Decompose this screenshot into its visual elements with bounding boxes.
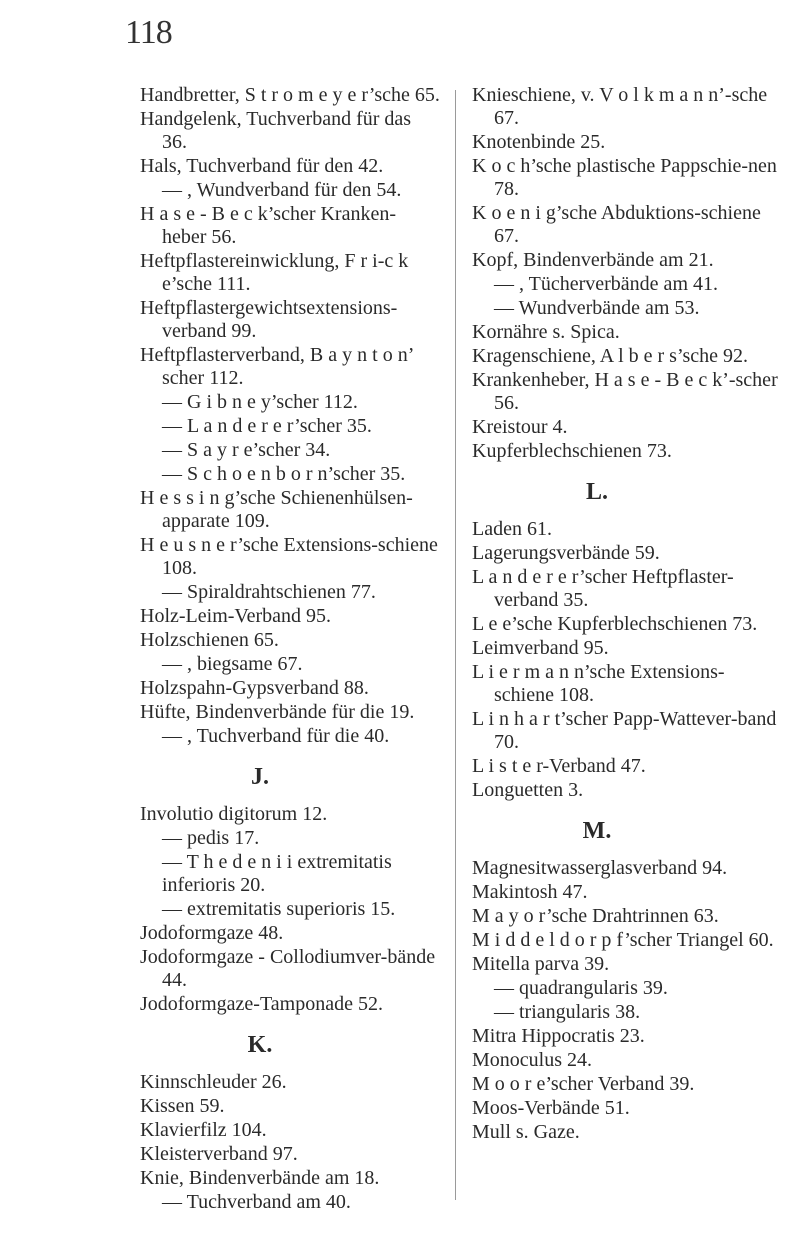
index-entry: Kreistour 4.	[472, 416, 568, 438]
index-entry: Hüfte, Bindenverbände für die 19.	[140, 701, 415, 723]
page-number: 118	[125, 14, 172, 51]
index-subentry: — , Tuchverband für die 40.	[162, 725, 390, 747]
index-entry: Mull s. Gaze.	[472, 1121, 580, 1143]
index-subentry: — G i b n e y’scher 112.	[162, 391, 358, 413]
index-entry: Kleisterverband 97.	[140, 1143, 298, 1165]
index-subentry: — Wundverbände am 53.	[494, 297, 700, 319]
index-subentry: — extremitatis superioris 15.	[162, 898, 396, 920]
index-entry: Mitella parva 39.	[472, 953, 610, 975]
index-entry: Kupferblechschienen 73.	[472, 440, 672, 462]
index-subentry: — triangularis 38.	[494, 1001, 641, 1023]
index-entry: Holz-Leim-Verband 95.	[140, 605, 332, 627]
index-entry: Kopf, Bindenverbände am 21.	[472, 249, 714, 271]
index-entry: Kinnschleuder 26.	[140, 1071, 287, 1093]
index-entry: Handbretter, S t r o m e y e r’sche 65.	[140, 84, 440, 106]
index-entry: L e e’sche Kupferblechschienen 73.	[472, 613, 758, 635]
index-entry: Jodoformgaze - Collodiumver-bände 44.	[140, 946, 436, 991]
index-subentry: — S c h o e n b o r n’scher 35.	[162, 463, 406, 485]
index-entry: M o o r e’scher Verband 39.	[472, 1073, 695, 1095]
index-column-right	[472, 84, 782, 1145]
index-entry: Knotenbinde 25.	[472, 131, 606, 153]
index-entry: Moos-Verbände 51.	[472, 1097, 630, 1119]
index-subentry: — quadrangularis 39.	[494, 977, 668, 999]
index-subentry: — Tuchverband am 40.	[162, 1191, 351, 1213]
index-entry: Magnesitwasserglasverband 94.	[472, 857, 728, 879]
index-subentry: — Spiraldrahtschienen 77.	[162, 581, 376, 603]
index-entry: L i e r m a n n’sche Extensions-schiene 108.	[472, 661, 725, 706]
index-subentry: — S a y r e’scher 34.	[162, 439, 331, 461]
index-entry: Kornähre s. Spica.	[472, 321, 620, 343]
index-entry: L i n h a r t’scher Papp-Wattever-band 70.	[472, 708, 777, 753]
index-entry: Kragenschiene, A l b e r s’sche 92.	[472, 345, 749, 367]
index-entry: Mitra Hippocratis 23.	[472, 1025, 645, 1047]
index-entry: K o e n i g’sche Abduktions-schiene 67.	[472, 202, 761, 247]
index-entry: Kissen 59.	[140, 1095, 225, 1117]
index-entry: H a s e - B e c k’scher Kranken-heber 56.	[140, 203, 397, 248]
index-entry: L i s t e r-Verband 47.	[472, 755, 646, 777]
section-letter: M.	[582, 818, 612, 844]
section-letter: L.	[585, 479, 608, 505]
index-entry: Leimverband 95.	[472, 637, 609, 659]
index-entry: Involutio digitorum 12.	[140, 803, 328, 825]
section-letter: J.	[251, 764, 269, 790]
index-entry: Heftpflastereinwicklung, F r i-c k e’sche 111.	[140, 250, 409, 295]
index-entry: Holzspahn-Gypsverband 88.	[140, 677, 369, 699]
index-subentry: — pedis 17.	[162, 827, 260, 849]
index-entry: Knie, Bindenverbände am 18.	[140, 1167, 380, 1189]
index-subentry: — , Tücherverbände am 41.	[494, 273, 718, 295]
index-entry: Heftpflastergewichtsextensions-verband 99.	[140, 297, 398, 342]
index-entry: Jodoformgaze 48.	[140, 922, 284, 944]
index-entry: H e u s n e r’sche Extensions-schiene 108.	[140, 534, 438, 579]
index-subentry: — T h e d e n i i extremitatis inferioris 20.	[162, 851, 392, 896]
index-entry: K o c h’sche plastische Pappschie-nen 78.	[472, 155, 777, 200]
index-entry: M a y o r’sche Drahtrinnen 63.	[472, 905, 719, 927]
section-letter: K.	[247, 1032, 273, 1058]
index-entry: Laden 61.	[472, 518, 552, 540]
index-entry: Jodoformgaze-Tamponade 52.	[140, 993, 383, 1015]
index-subentry: — L a n d e r e r’scher 35.	[162, 415, 372, 437]
index-subentry: — , Wundverband für den 54.	[162, 179, 402, 201]
index-subentry: — , biegsame 67.	[162, 653, 303, 675]
index-entry: M i d d e l d o r p f’scher Triangel 60.	[472, 929, 774, 951]
index-entry: Knieschiene, v. V o l k m a n n’-sche 67.	[472, 84, 768, 129]
index-entry: Hals, Tuchverband für den 42.	[140, 155, 384, 177]
index-entry: Holzschienen 65.	[140, 629, 279, 651]
index-entry: Krankenheber, H a s e - B e c k’-scher 56.	[472, 369, 778, 414]
index-entry: Makintosh 47.	[472, 881, 588, 903]
index-column-left	[140, 84, 440, 1215]
index-entry: Lagerungsverbände 59.	[472, 542, 660, 564]
column-divider	[455, 90, 456, 1200]
index-entry: Monoculus 24.	[472, 1049, 592, 1071]
index-entry: Longuetten 3.	[472, 779, 584, 801]
index-entry: Handgelenk, Tuchverband für das 36.	[140, 108, 412, 153]
index-entry: H e s s i n g’sche Schienenhülsen-apparate 109.	[140, 487, 413, 532]
index-entry: Klavierfilz 104.	[140, 1119, 267, 1141]
index-entry: Heftpflasterverband, B a y n t o n’ scher 112.	[140, 344, 413, 389]
index-entry: L a n d e r e r’scher Heftpflaster-verband 35.	[472, 566, 734, 611]
